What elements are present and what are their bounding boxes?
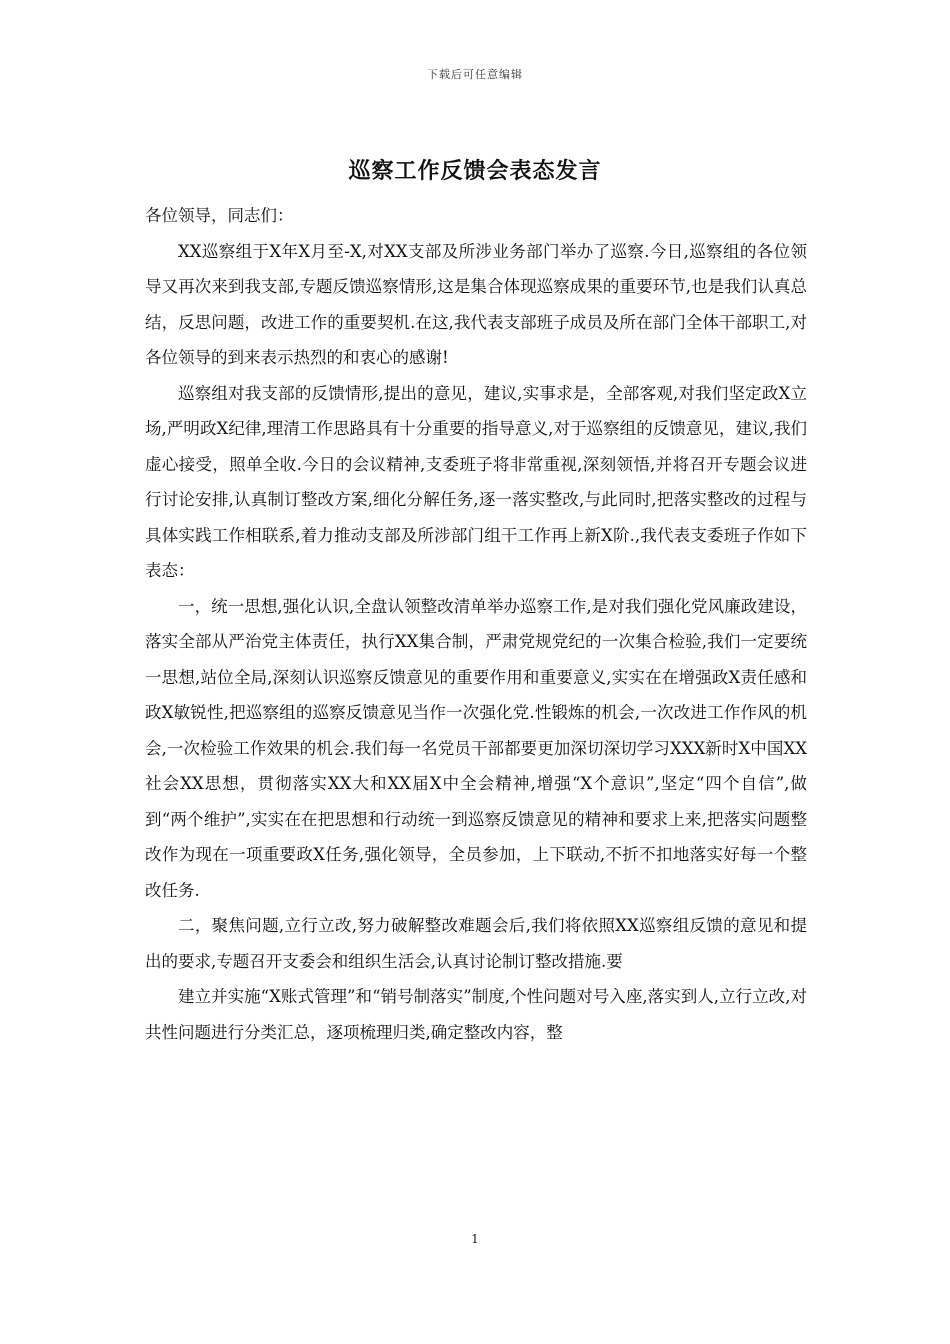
paragraph-point-one: 一，统一思想,强化认识,全盘认领整改清单举办巡察工作,是对我们强化党风廉政建设，落实全部从严治党主体责任，执行XX集合制，严肃党规党纪的一次集合检验,我们一定要统一思想,站位全局,深刻认识巡察反馈意见的重要作用和重要意义,实实在在增强政X责任感和政X敏锐性,把巡察组的巡察反馈意见当作一次强化党.性锻炼的机会,一次改进工作作风的机会,一次检验工作效果的机会.我们每一名党员干部都要更加深切深切学习XXX新时X中国XX社会XX思想，贯彻落实XX大和XX届X中全会精神,增强“X个意识”,坚定“四个自信”,做到“两个维护”,实实在在把思想和行动统一到巡察反馈意见的精神和要求上来,把落实问题整改作为现在一项重要政X任务,强化领导，全员参加，上下联动,不折不扣地落实好每一个整改任务.	[145, 596, 807, 900]
page-header-note: 下载后可任意编辑	[427, 68, 523, 81]
paragraph-opening: XX巡察组于X年X月至-X,对XX支部及所涉业务部门举办了巡察.今日,巡察组的各位领导又再次来到我支部,专题反馈巡察情形,这是集合体现巡察成果的重要环节,也是我们认真总结，反思问题，改进工作的重要契机.在这,我代表支部班子成员及所在部门全体干部职工,对各位领导的到来表示热烈的和衷心的感谢!	[145, 241, 807, 367]
salutation: 各位领导，同志们：	[145, 206, 294, 225]
document-title: 巡察工作反馈会表态发言	[348, 158, 602, 184]
document-body	[145, 198, 807, 1050]
paragraph-point-two: 二，聚焦问题,立行立改,努力破解整改难题会后,我们将依照XX巡察组反馈的意见和提出的要求,专题召开支委会和组织生活会,认真讨论制订整改措施.要	[145, 916, 807, 971]
page-number: 1	[471, 1232, 479, 1246]
paragraph-measures: 建立并实施“X账式管理”和“销号制落实”制度,个性问题对号入座,落实到人,立行立改,对共性问题进行分类汇总，逐项梳理归类,确定整改内容，整	[145, 987, 807, 1042]
paragraph-feedback: 巡察组对我支部的反馈情形,提出的意见，建议,实事求是，全部客观,对我们坚定政X立场,严明政X纪律,理清工作思路具有十分重要的指导意义,对于巡察组的反馈意见，建议,我们虚心接受，照单全收.今日的会议精神,支委班子将非常重视,深刻领悟,并将召开专题会议进行讨论安排,认真制订整改方案,细化分解任务,逐一落实整改,与此同时,把落实整改的过程与具体实践工作相联系,着力推动支部及所涉部门组干工作再上新X阶.,我代表支委班子作如下表态：	[145, 383, 807, 580]
